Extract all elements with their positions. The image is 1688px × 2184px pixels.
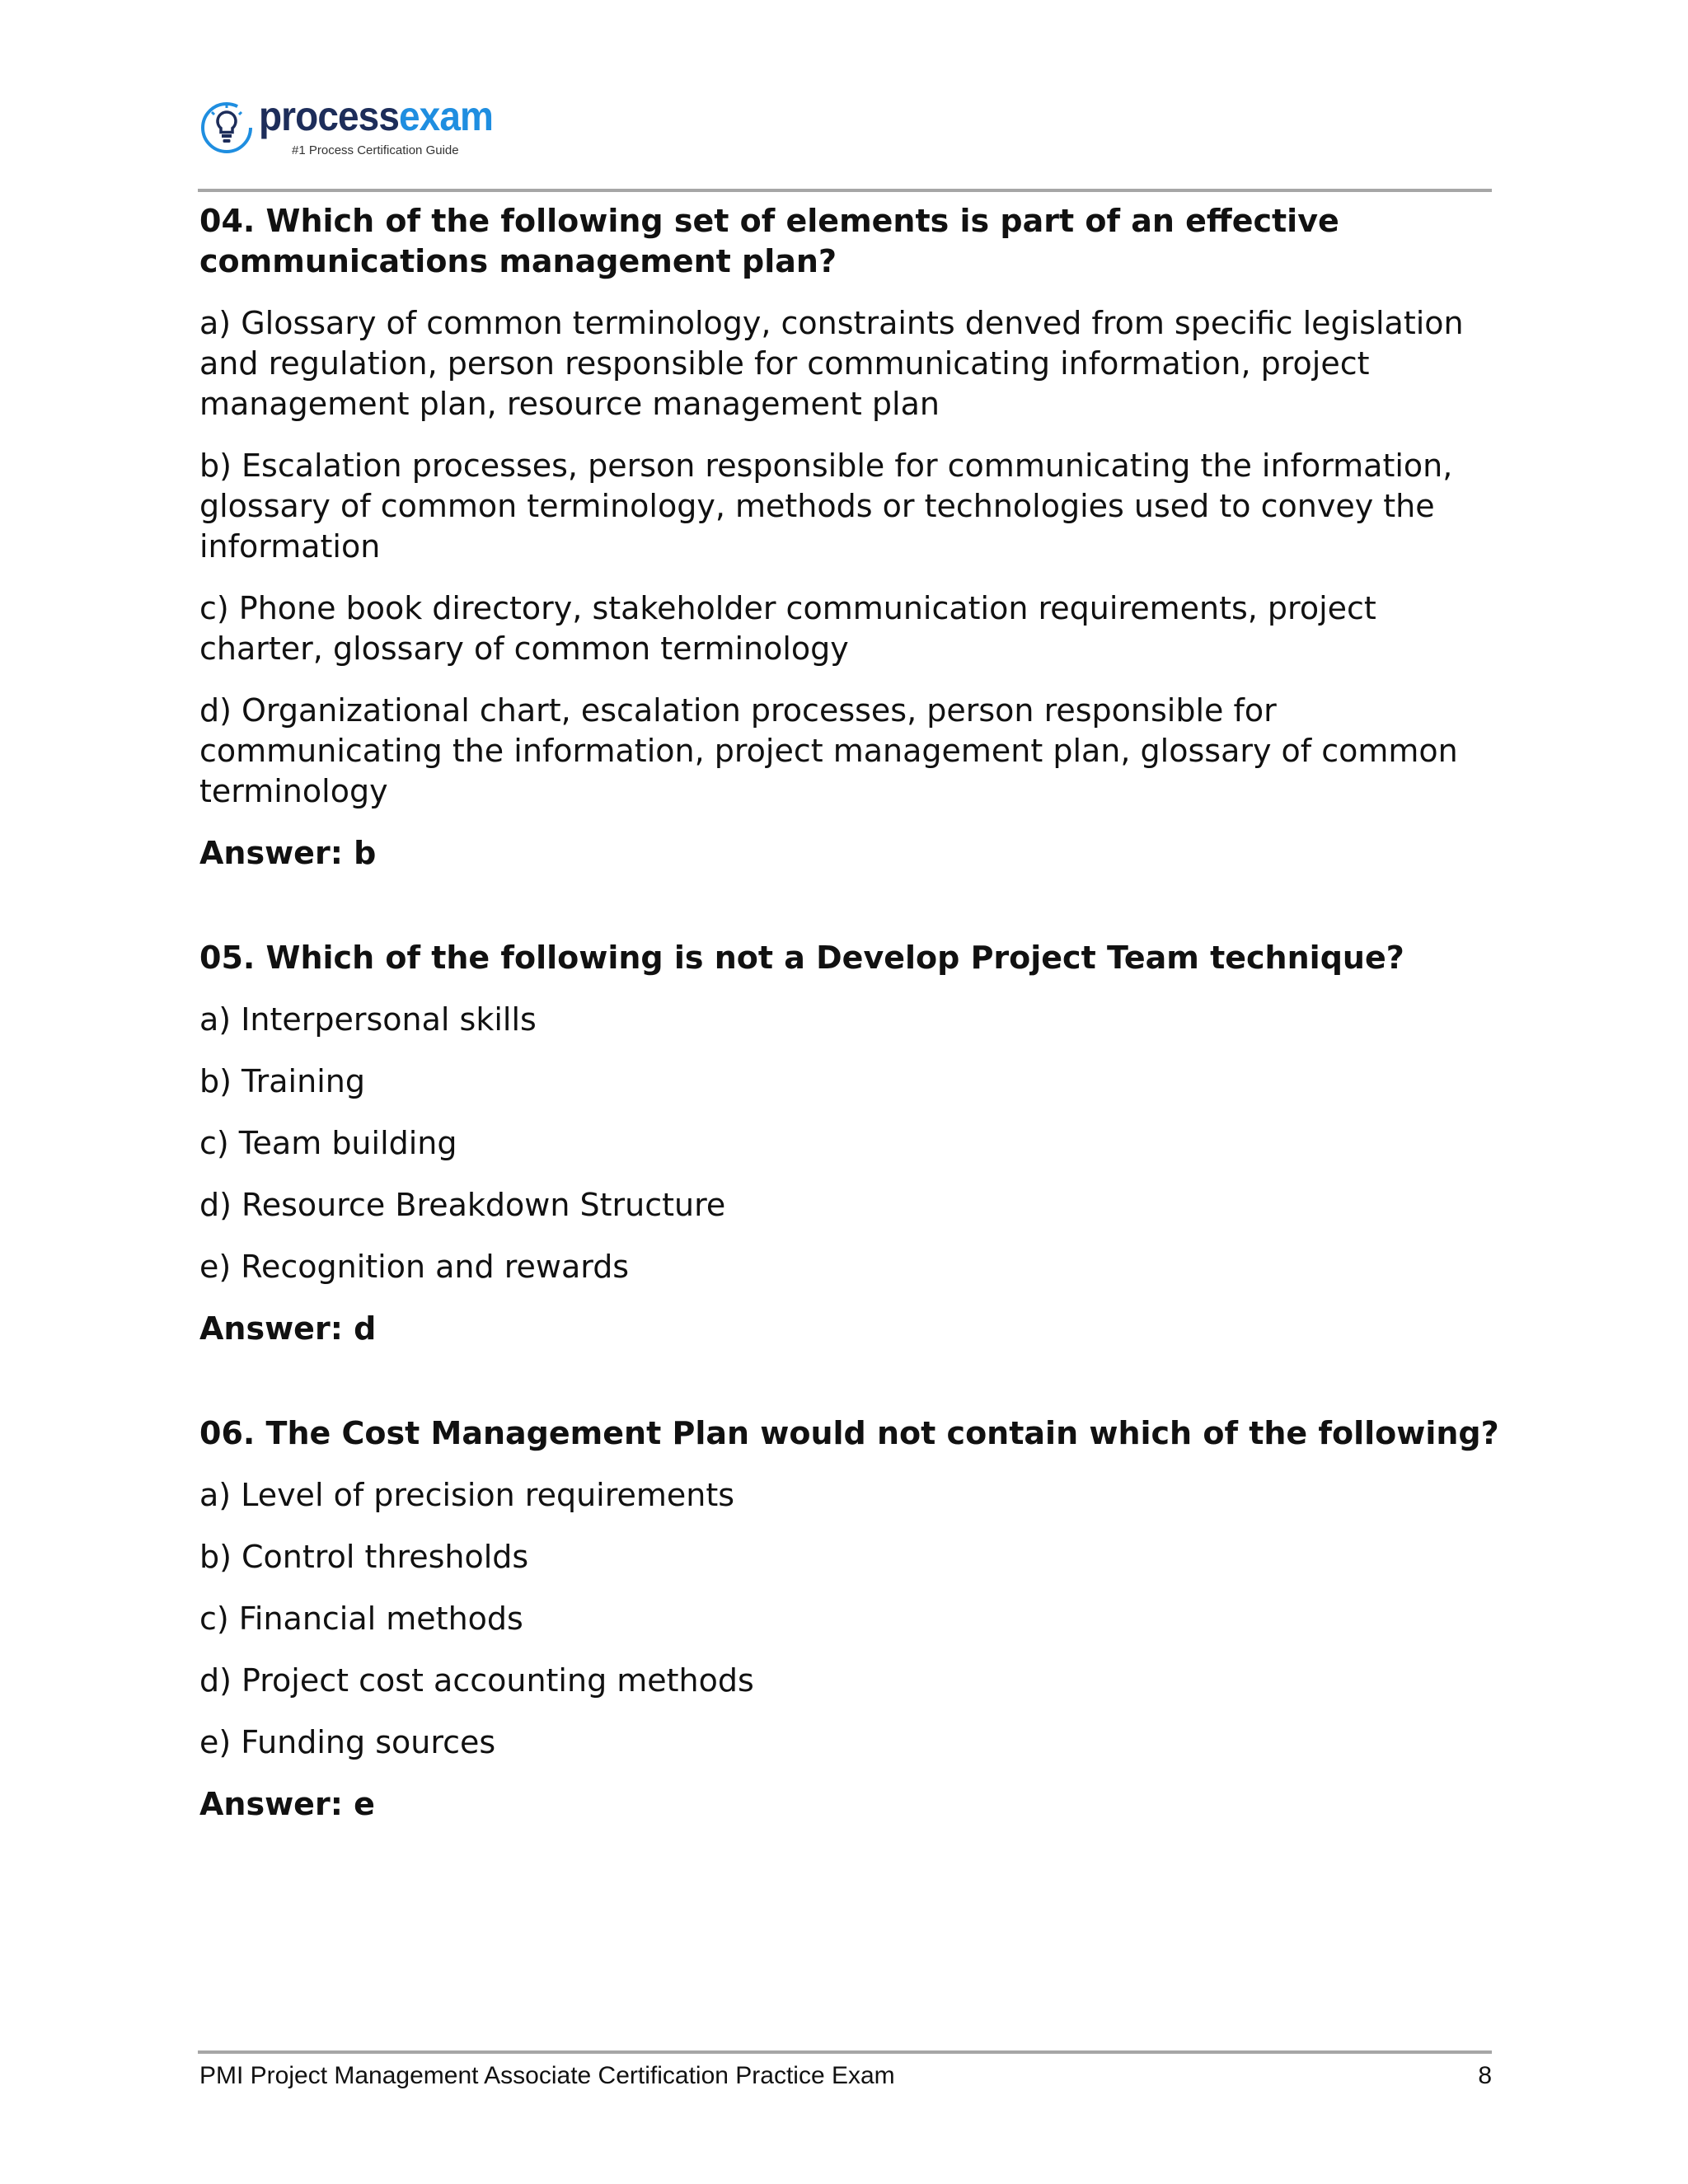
option-c: c) Team building <box>199 1125 457 1161</box>
footer-title: PMI Project Management Associate Certification Practice Exam <box>199 2062 895 2089</box>
option-e: e) Recognition and rewards <box>199 1249 630 1285</box>
question-list <box>199 201 1502 1889</box>
option-d: d) Project cost accounting methods <box>199 1662 754 1699</box>
option-a: a) Level of precision requirements <box>199 1477 735 1513</box>
question-04 <box>199 201 1502 874</box>
logo-tagline: #1 Process Certification Guide <box>292 143 459 157</box>
option-b: b) Escalation processes, person responsible for communicating the information, glossary of common terminology, methods or technologies used to convey the information <box>199 448 1453 565</box>
page-number: 8 <box>1478 2062 1492 2089</box>
answer: Answer: b <box>199 835 377 871</box>
option-e: e) Funding sources <box>199 1724 496 1760</box>
lightbulb-icon <box>199 101 254 155</box>
footer-divider <box>198 2050 1492 2054</box>
option-c: c) Financial methods <box>199 1601 523 1637</box>
option-c: c) Phone book directory, stakeholder communication requirements, project charter, glossary of common terminology <box>199 590 1376 667</box>
option-a: a) Glossary of common terminology, constraints denved from specific legislation and regulation, person responsible for communicating information, project management plan, resource management plan <box>199 305 1464 422</box>
option-b: b) Training <box>199 1063 365 1099</box>
logo-wordmark: processexam <box>259 93 493 139</box>
option-a: a) Interpersonal skills <box>199 1001 537 1038</box>
answer: Answer: d <box>199 1310 377 1347</box>
header-divider <box>198 189 1492 192</box>
answer: Answer: e <box>199 1786 375 1822</box>
question-05 <box>199 938 1502 1349</box>
question-text: 04. Which of the following set of elements is part of an effective communications management plan? <box>199 203 1339 279</box>
processexam-logo <box>199 93 513 163</box>
question-text: 05. Which of the following is not a Develop Project Team technique? <box>199 940 1404 976</box>
question-text: 06. The Cost Management Plan would not contain which of the following? <box>199 1415 1499 1451</box>
option-d: d) Resource Breakdown Structure <box>199 1187 726 1223</box>
option-b: b) Control thresholds <box>199 1539 529 1575</box>
option-d: d) Organizational chart, escalation processes, person responsible for communicating the information, project management plan, glossary of common terminology <box>199 692 1458 809</box>
question-06 <box>199 1413 1502 1825</box>
